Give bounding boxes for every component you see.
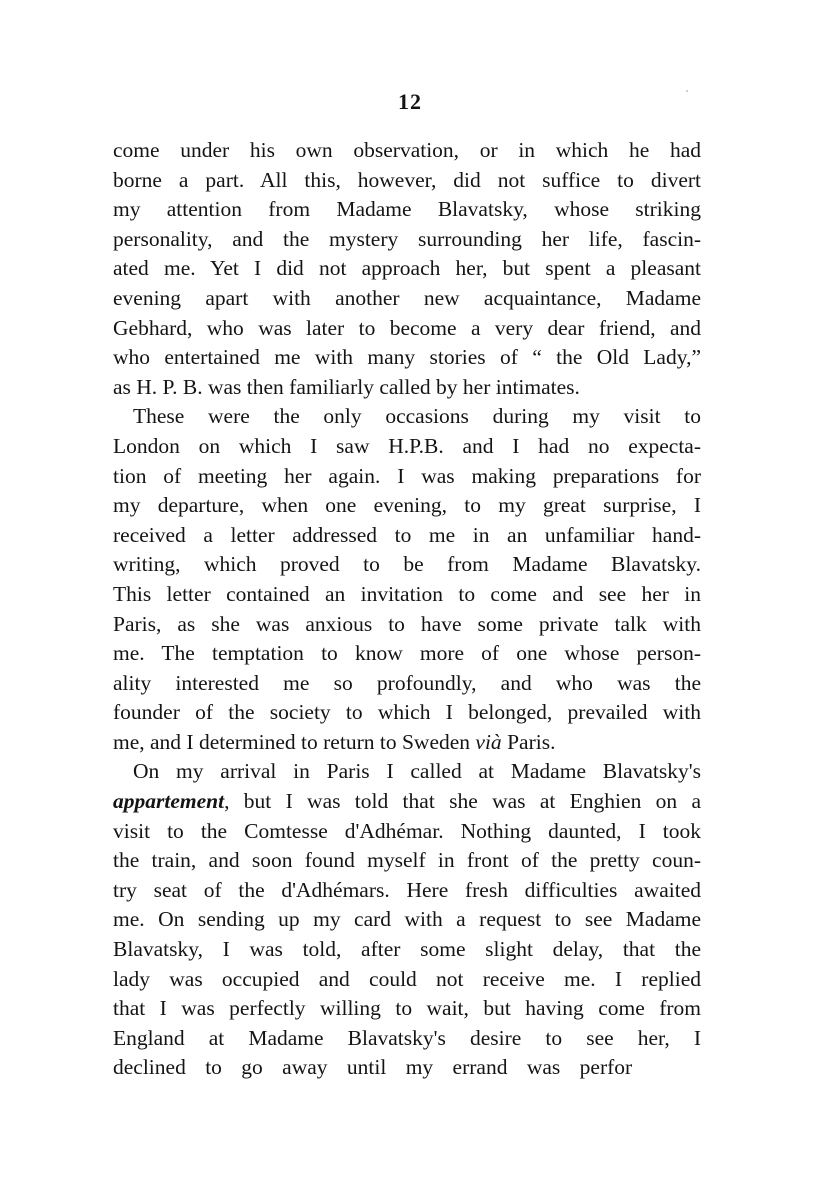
text-line [113, 787, 701, 817]
text-line: come under his own observation, or in which he had [113, 138, 701, 162]
text-line: writing, which proved to be from Madame Blavatsky. [113, 552, 701, 577]
paragraph-start-line: These were the only occasions during my visit to [133, 404, 701, 429]
text-line: received a letter addressed to me in an unfamiliar hand- [113, 522, 701, 547]
text-line: declined to go away until my errand was perfor [113, 1055, 633, 1080]
body-text [113, 136, 701, 1083]
text-line: London on which I saw H.P.B. and I had no expecta- [113, 433, 701, 458]
text-line: borne a part. All this, however, did not suffice to divert [113, 167, 701, 192]
text-line: Gebhard, who was later to become a very dear friend, and [113, 315, 701, 340]
text-line: Paris, as she was anxious to have some private talk with [113, 611, 701, 636]
text-segment: Paris. [501, 729, 556, 754]
text-line: as H. P. B. was then familiarly called by her intimates. [113, 374, 580, 399]
paragraph-start-line: On my arrival in Paris I called at Madame Blavatsky's [133, 759, 701, 784]
text-line: my attention from Madame Blavatsky, whose striking [113, 197, 701, 222]
text-line: England at Madame Blavatsky's desire to see her, I [113, 1025, 701, 1050]
text-line: me. The temptation to know more of one whose person- [113, 641, 701, 666]
text-line: the train, and soon found myself in front of the pretty coun- [113, 848, 701, 873]
text-line: visit to the Comtesse d'Adhémar. Nothing daunted, I took [113, 818, 701, 843]
text-line: try seat of the d'Adhémars. Here fresh difficulties awaited [113, 877, 701, 902]
text-line [113, 728, 701, 758]
italic-word: appartement [113, 789, 225, 814]
text-line: founder of the society to which I belonged, prevailed with [113, 700, 701, 725]
page-number: 12 [398, 89, 422, 114]
text-line: my departure, when one evening, to my great surprise, I [113, 493, 701, 518]
text-line: personality, and the mystery surrounding her life, fascin- [113, 226, 701, 251]
text-line: who entertained me with many stories of “ the Old Lady,” [113, 345, 701, 370]
text-segment: , but I was told that she was at Enghien on a [224, 789, 701, 814]
text-line: evening apart with another new acquaintance, Madame [113, 285, 701, 310]
text-line: Blavatsky, I was told, after some slight delay, that the [113, 937, 701, 962]
text-line: lady was occupied and could not receive me. I replied [113, 966, 701, 991]
text-segment: me, and I determined to return to Sweden [113, 729, 476, 754]
text-line: me. On sending up my card with a request to see Madame [113, 907, 701, 932]
text-line: that I was perfectly willing to wait, but having come from [113, 996, 701, 1021]
text-line: This letter contained an invitation to come and see her in [113, 581, 701, 606]
text-line: ated me. Yet I did not approach her, but spent a pleasant [113, 256, 701, 281]
text-line: tion of meeting her again. I was making preparations for [113, 463, 701, 488]
italic-word: vià [475, 729, 502, 754]
text-line: ality interested me so profoundly, and who was the [113, 670, 701, 695]
